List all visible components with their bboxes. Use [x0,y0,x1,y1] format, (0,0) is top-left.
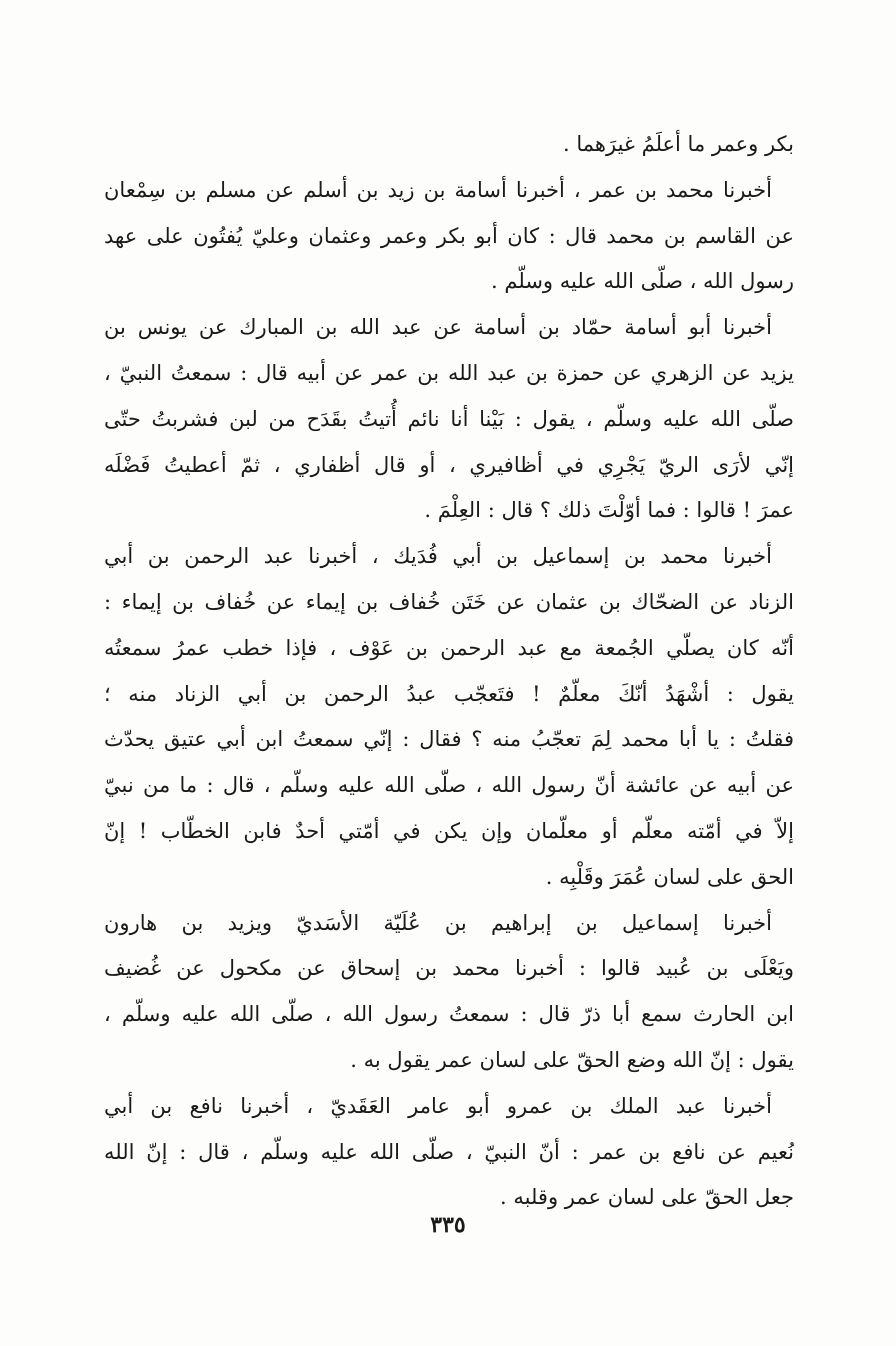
text-line: نُعيم عن نافع بن عمر : أنّ النبيّ ، صلّى الله عليه وسلّم ، قال : إنّ الله [104,1139,794,1164]
text-line: يقول : إنّ الله وضع الحقّ على لسان عمر يقول به . [350,1047,794,1072]
text-line: جعل الحقّ على لسان عمر وقلبه . [500,1185,794,1210]
page-number: ٣٣٥ [430,1212,466,1238]
text-line: يزيد عن الزهري عن حمزة بن عبد الله بن عمر عن أبيه قال : سمعتُ النبيّ ، [104,360,794,385]
text-line: ويَعْلَى بن عُبيد قالوا : أخبرنا محمد بن إسحاق عن مكحول عن غُضيف [104,956,794,981]
text-line: عمرَ ! قالوا : فما أوّلْتَ ذلك ؟ قال : العِلْمَ . [424,498,794,523]
text-line: صلّى الله عليه وسلّم ، يقول : بَيْنا أنا نائم أُتيتُ بقَدَح من لبن فشربتُ حتّى [104,406,794,431]
text-line: أخبرنا عبد الملك بن عمرو أبو عامر العَقَديّ ، أخبرنا نافع بن أبي [104,1093,772,1118]
text-line: ابن الحارث سمع أبا ذرّ قال : سمعتُ رسول الله ، صلّى الله عليه وسلّم ، [104,1002,794,1027]
text-line: أخبرنا إسماعيل بن إبراهيم بن عُلَيّة الأسَديّ ويزيد بن هارون [104,910,772,935]
text-line: بكر وعمر ما أعلَمُ غيرَهما . [563,132,794,156]
text-line: أخبرنا محمد بن إسماعيل بن أبي فُدَيك ، أخبرنا عبد الرحمن بن أبي [104,544,772,569]
text-line: الزناد عن الضحّاك بن عثمان عن خَتَن خُفاف بن إيماء عن خُفاف بن إيماء : [104,589,794,614]
text-line: رسول الله ، صلّى الله عليه وسلّم . [491,269,794,294]
text-line: أخبرنا محمد بن عمر ، أخبرنا أسامة بن زيد بن أسلم عن مسلم بن سِمْعان [104,177,772,202]
text-line: أخبرنا أبو أسامة حمّاد بن أسامة عن عبد الله بن المبارك عن يونس بن [104,315,772,340]
page-body-text [104,122,794,1221]
text-line: عن أبيه عن عائشة أنّ رسول الله ، صلّى الله عليه وسلّم ، قال : ما من نبيّ [104,773,794,798]
text-line: فقلتُ : يا أبا محمد لِمَ تعجّبُ منه ؟ فقال : إنّي سمعتُ ابن أبي عتيق يحدّث [104,727,794,752]
text-line: إنّي لأرَى الريّ يَجْرِي في أظافيري ، أو قال أظفاري ، ثمّ أعطيتُ فَضْلَه [104,452,794,477]
text-line: إلاّ في أمّته معلّم أو معلّمان وإن يكن في أمّتي أحدٌ فابن الخطّاب ! إنّ [104,818,794,843]
text-line: يقول : أشْهَدُ أنّكَ معلّمٌ ! فتَعجّب عبدُ الرحمن بن أبي الزناد منه ؛ [104,681,794,706]
text-line: الحق على لسان عُمَرَ وقَلْبِه . [545,864,794,889]
text-line: أنّه كان يصلّي الجُمعة مع عبد الرحمن بن عَوْف ، فإذا خطب عمرُ سمعتُه [104,635,794,660]
text-line: عن القاسم بن محمد قال : كان أبو بكر وعمر وعثمان وعليّ يُفتُون على عهد [104,223,794,248]
